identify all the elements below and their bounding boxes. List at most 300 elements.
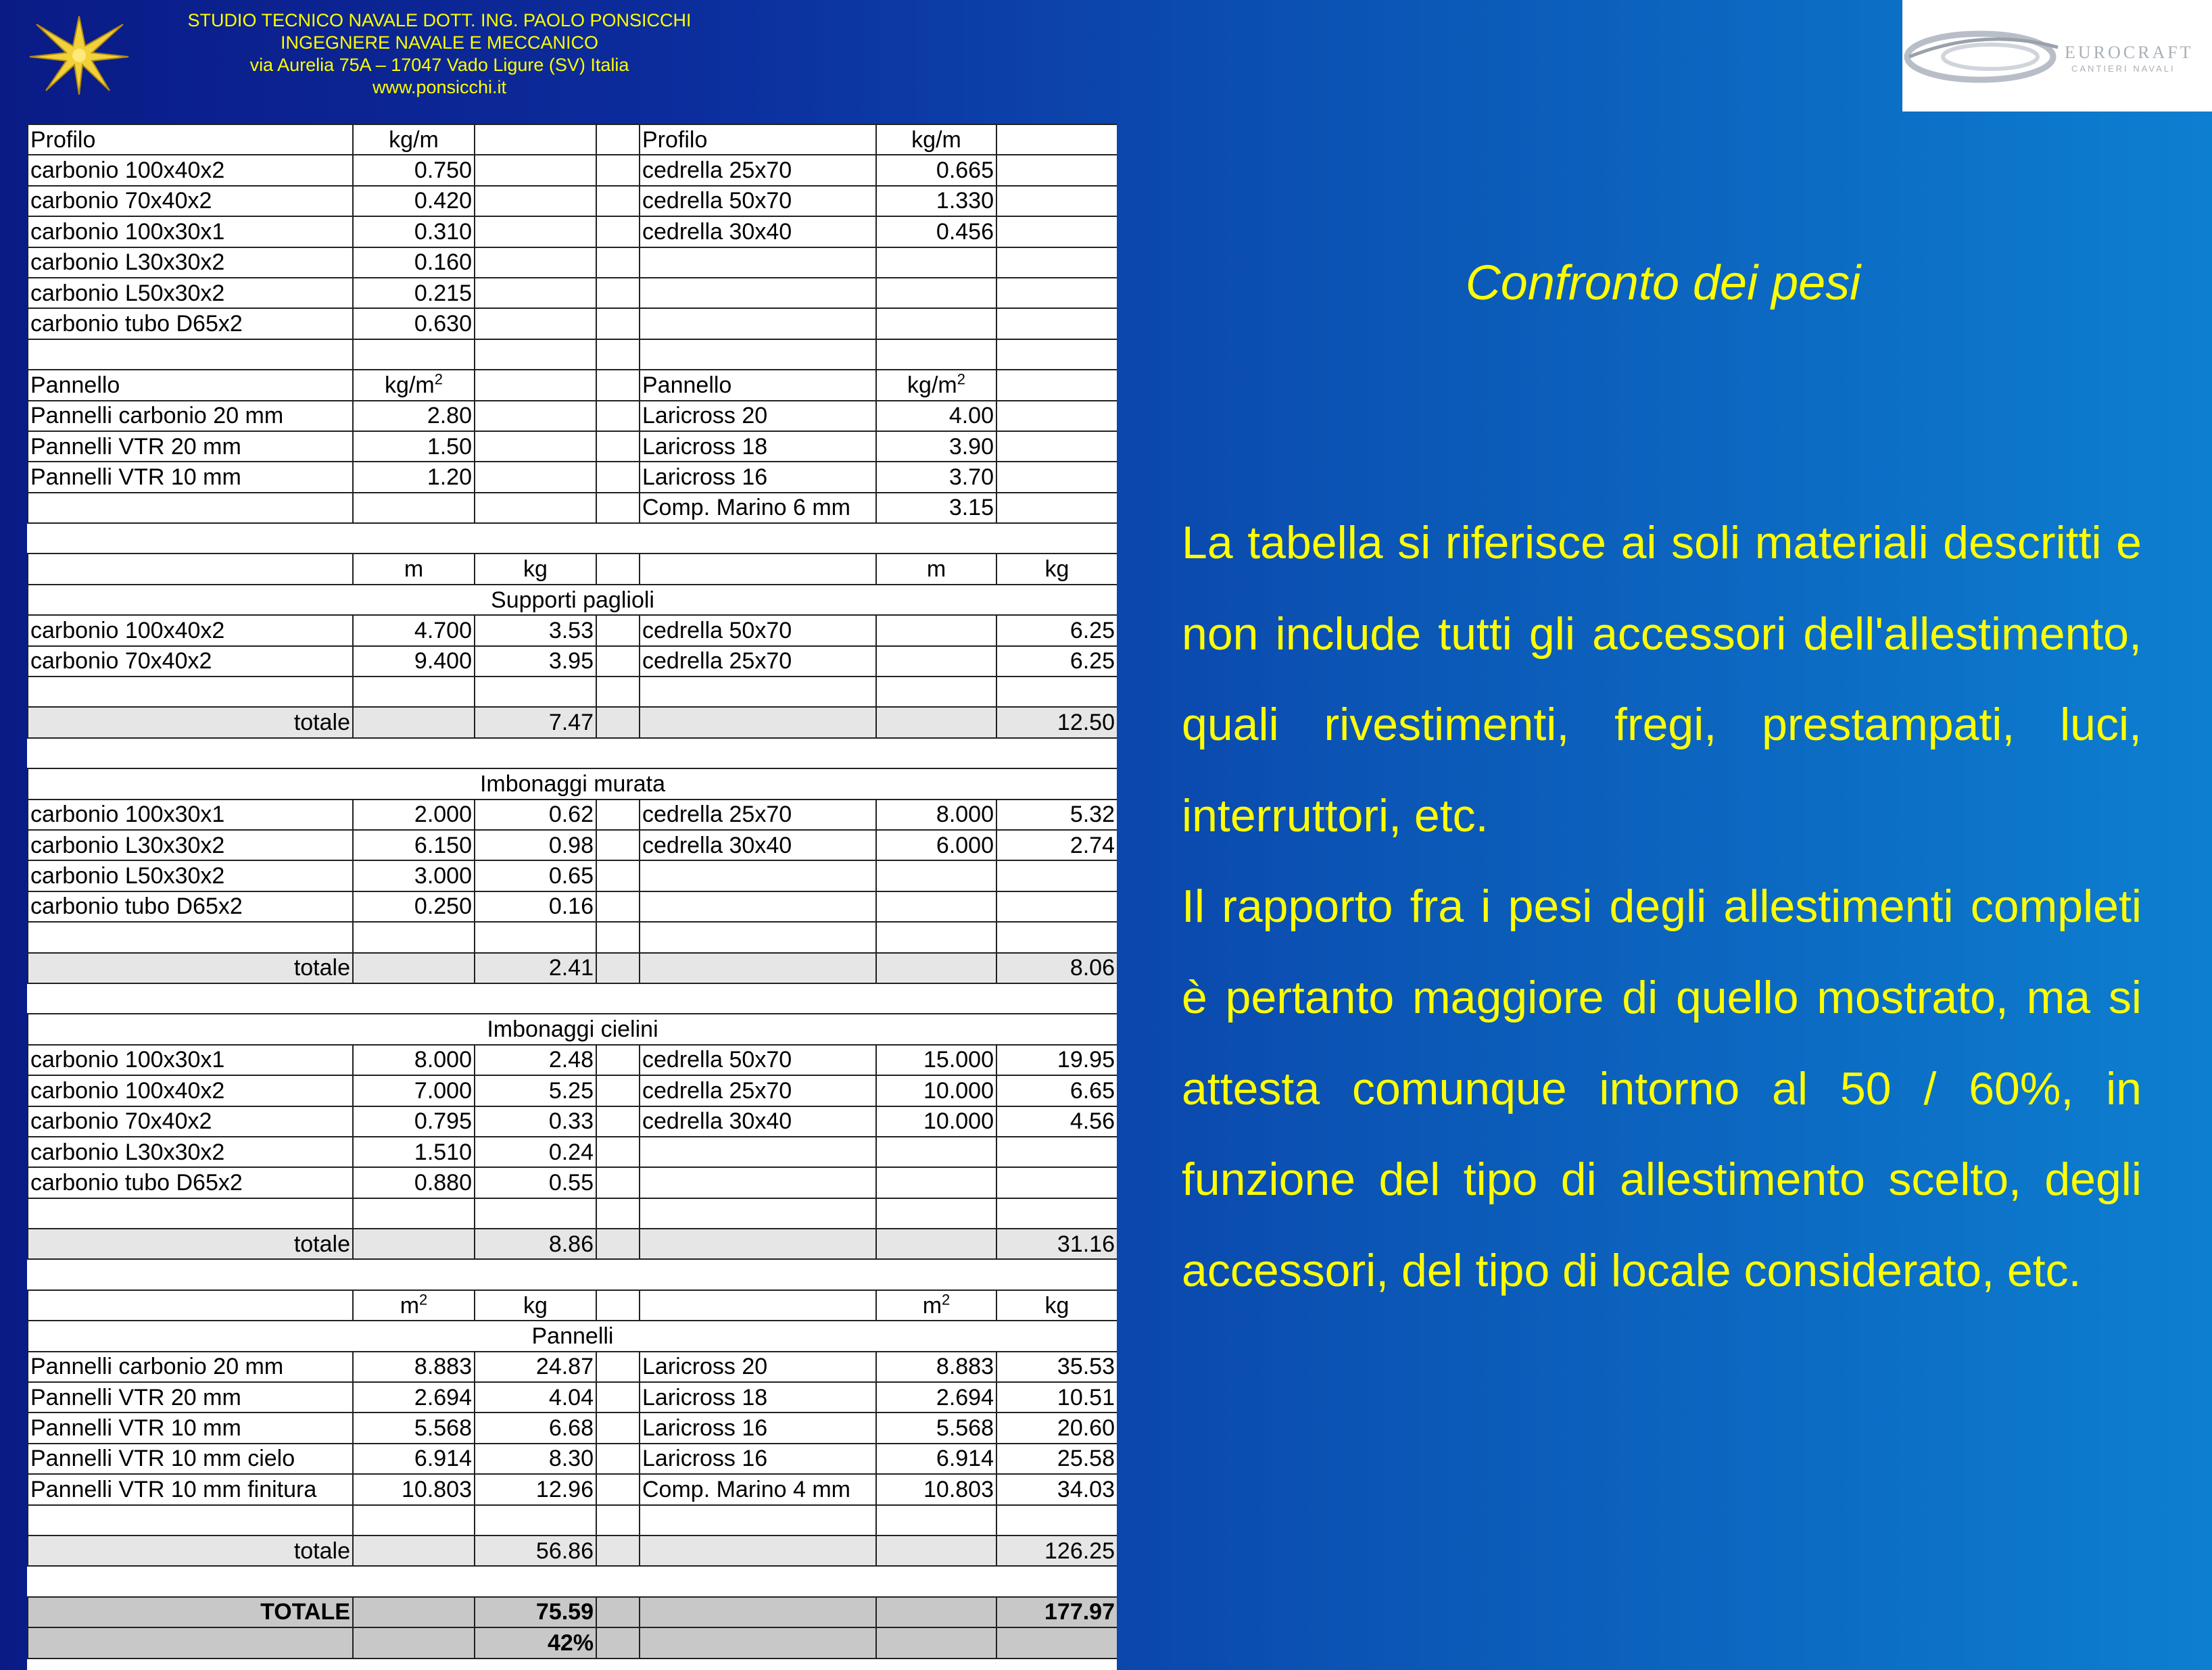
cell-text: m [926, 556, 946, 583]
cell-text: 2.41 [548, 955, 594, 981]
gap-cell [28, 523, 1117, 554]
cell-weight-a [475, 216, 596, 247]
cell-name-b [640, 339, 876, 370]
cell-text: 5.32 [1069, 802, 1115, 828]
cell-value-a [353, 124, 475, 155]
cell-value-a [353, 186, 475, 216]
cell-value-b [876, 247, 996, 278]
cell-weight-a [475, 677, 596, 707]
cell-text: totale [293, 1231, 350, 1257]
table-gap-row [28, 738, 1117, 768]
cell-spacer [596, 1137, 640, 1167]
cell-weight-b [996, 646, 1117, 677]
cell-value-a [353, 922, 475, 952]
cell-text: 5.568 [414, 1415, 472, 1442]
cell-value-a [353, 1137, 475, 1167]
cell-value-b [876, 615, 996, 645]
cell-text: Comp. Marino 4 mm [642, 1476, 850, 1502]
cell-text: cedrella 30x40 [642, 832, 792, 858]
cell-text: 10.000 [923, 1077, 994, 1104]
table-section-header [28, 585, 1117, 615]
cell-name-b [640, 1198, 876, 1229]
cell-text: carbonio 100x40x2 [30, 1077, 225, 1104]
cell-spacer [596, 891, 640, 922]
cell-text: 6.150 [414, 832, 472, 858]
cell-spacer [596, 462, 640, 492]
cell-value-b [876, 431, 996, 462]
cell-text: kg/m [907, 372, 957, 398]
cell-weight-a [475, 247, 596, 278]
cell-value-b [876, 860, 996, 891]
weights-table-panel [27, 124, 1117, 1670]
cell-name-b [640, 707, 876, 737]
cell-text: 42% [547, 1629, 594, 1656]
section-title: Imbonaggi cielini [28, 1014, 1117, 1044]
table-row [28, 1413, 1117, 1443]
cell-text: 15.000 [923, 1047, 994, 1073]
cell-value-b [876, 278, 996, 308]
cell-weight-a [475, 1597, 596, 1627]
cell-weight-a [475, 1106, 596, 1137]
cell-weight-b [996, 247, 1117, 278]
table-row [28, 1106, 1117, 1137]
cell-text: 0.750 [414, 157, 472, 184]
cell-name-a [28, 1474, 353, 1504]
table-row [28, 1382, 1117, 1413]
cell-text: carbonio L30x30x2 [30, 832, 225, 858]
cell-spacer [596, 1413, 640, 1443]
cell-name-b [640, 1536, 876, 1566]
cell-value-a [353, 462, 475, 492]
cell-value-b [876, 308, 996, 339]
table-subtotal-row [28, 1229, 1117, 1259]
cell-text: totale [293, 955, 350, 981]
cell-name-a [28, 1198, 353, 1229]
cell-value-a [353, 860, 475, 891]
cell-spacer [596, 1382, 640, 1413]
cell-weight-b [996, 554, 1117, 584]
cell-text: m [922, 1292, 942, 1319]
cell-weight-a [475, 1444, 596, 1474]
cell-spacer [596, 186, 640, 216]
table-row [28, 186, 1117, 216]
cell-weight-b [996, 186, 1117, 216]
cell-spacer [596, 953, 640, 983]
cell-value-b [876, 646, 996, 677]
table-row [28, 1505, 1117, 1536]
cell-text: 8.000 [936, 802, 994, 828]
cell-value-b [876, 493, 996, 523]
cell-weight-a [475, 891, 596, 922]
cell-spacer [596, 216, 640, 247]
cell-spacer [596, 1444, 640, 1474]
cell-weight-b [996, 1474, 1117, 1504]
cell-text: Laricross 16 [642, 1446, 768, 1472]
cell-name-a [28, 891, 353, 922]
cell-spacer [596, 1597, 640, 1627]
cell-text: 0.55 [548, 1169, 594, 1196]
cell-name-a [28, 124, 353, 155]
cell-name-b [640, 1167, 876, 1198]
cell-text: 8.86 [548, 1231, 594, 1257]
cell-spacer [596, 1352, 640, 1382]
cell-spacer [596, 278, 640, 308]
cell-value-a [353, 247, 475, 278]
table-row [28, 1045, 1117, 1075]
star-center [72, 49, 86, 62]
cell-text: carbonio 100x40x2 [30, 157, 225, 184]
cell-spacer [596, 615, 640, 645]
cell-value-a [353, 1627, 475, 1658]
gap-cell [28, 738, 1117, 768]
cell-text: 3.15 [948, 495, 994, 521]
cell-name-a [28, 247, 353, 278]
cell-text: Pannello [30, 372, 120, 398]
table-row [28, 800, 1117, 830]
cell-text: 56.86 [535, 1538, 594, 1564]
cell-spacer [596, 1198, 640, 1229]
cell-name-a [28, 1505, 353, 1536]
cell-text: 0.880 [414, 1169, 472, 1196]
table-row [28, 1075, 1117, 1106]
cell-weight-a [475, 1536, 596, 1566]
cell-value-a [353, 370, 475, 400]
cell-text: 5.568 [936, 1415, 994, 1442]
cell-weight-a [475, 1352, 596, 1382]
cell-text: 0.420 [414, 188, 472, 214]
eurocraft-logo [1902, 0, 2212, 112]
cell-value-b [876, 1382, 996, 1413]
cell-text: 2.48 [548, 1047, 594, 1073]
cell-name-a [28, 278, 353, 308]
table-row [28, 493, 1117, 523]
paragraph-scope: La tabella si riferisce ai soli materiali descritti e non include tutti gli accessori dell'allestimento, quali rivestimenti, fregi, prestampati, luci, interruttori, etc. [1182, 517, 2142, 841]
cell-text: Pannelli carbonio 20 mm [30, 1354, 284, 1380]
cell-text: cedrella 50x70 [642, 617, 792, 643]
studio-website[interactable]: www.ponsicchi.it [372, 77, 507, 97]
cell-text: 24.87 [535, 1354, 594, 1380]
cell-value-a [353, 677, 475, 707]
cell-weight-a [475, 1229, 596, 1259]
slide-title: Confronto dei pesi [1465, 256, 1861, 310]
cell-value-a [353, 891, 475, 922]
cell-text: Pannelli carbonio 20 mm [30, 403, 284, 429]
cell-weight-b [996, 707, 1117, 737]
cell-value-a [353, 1075, 475, 1106]
cell-name-a [28, 646, 353, 677]
cell-name-b [640, 124, 876, 155]
weights-comparison-table [27, 124, 1117, 1659]
cell-name-b [640, 493, 876, 523]
cell-text: 12.96 [535, 1476, 594, 1502]
cell-spacer [596, 922, 640, 952]
table-row [28, 462, 1117, 492]
table-gap-row [28, 1259, 1117, 1290]
cell-value-a [353, 1536, 475, 1566]
cell-spacer [596, 401, 640, 431]
cell-value-b [876, 401, 996, 431]
cell-text: Profilo [642, 126, 708, 153]
cell-weight-b [996, 830, 1117, 860]
paragraph-ratio: Il rapporto fra i pesi degli allestimenti completi è pertanto maggiore di quello mostrato, ma si attesta comunque intorno al 50 / 60%, in funzione del tipo di allestimento scelto, degli accessori, del tipo di locale considerato, etc. [1182, 881, 2142, 1296]
cell-name-b [640, 800, 876, 830]
cell-name-a [28, 1413, 353, 1443]
cell-name-a [28, 401, 353, 431]
cell-value-b [876, 830, 996, 860]
cell-name-a [28, 554, 353, 584]
cell-value-a [353, 646, 475, 677]
cell-value-b [876, 1106, 996, 1137]
logo-tagline: CANTIERI NAVALI [2071, 64, 2175, 74]
cell-text: kg [1044, 556, 1069, 583]
cell-text: carbonio tubo D65x2 [30, 311, 243, 337]
cell-value-b [876, 1229, 996, 1259]
table-row [28, 247, 1117, 278]
cell-weight-b [996, 1229, 1117, 1259]
table-row [28, 1474, 1117, 1504]
cell-text: cedrella 25x70 [642, 1077, 792, 1104]
cell-weight-a [475, 339, 596, 370]
cell-weight-a [475, 830, 596, 860]
cell-weight-b [996, 1352, 1117, 1382]
cell-text: 0.250 [414, 893, 472, 920]
cell-name-a [28, 860, 353, 891]
cell-text: 0.310 [414, 218, 472, 245]
cell-value-a [353, 554, 475, 584]
cell-text: Pannelli VTR 20 mm [30, 1384, 241, 1410]
cell-name-a [28, 800, 353, 830]
cell-text: 75.59 [535, 1599, 594, 1625]
section-title: Pannelli [28, 1321, 1117, 1351]
studio-subtitle: INGEGNERE NAVALE E MECCANICO [280, 32, 599, 53]
cell-text: 177.97 [1044, 1599, 1115, 1625]
cell-value-b [876, 1505, 996, 1536]
cell-weight-b [996, 339, 1117, 370]
cell-spacer [596, 1536, 640, 1566]
cell-name-a [28, 462, 353, 492]
cell-text: 7.000 [414, 1077, 472, 1104]
cell-weight-a [475, 278, 596, 308]
cell-text: carbonio L50x30x2 [30, 863, 225, 889]
cell-text: kg/m [911, 126, 961, 153]
cell-name-a [28, 1106, 353, 1137]
table-section-header [28, 768, 1117, 799]
cell-weight-a [475, 308, 596, 339]
cell-name-a [28, 1382, 353, 1413]
cell-weight-a [475, 493, 596, 523]
cell-spacer [596, 1075, 640, 1106]
cell-weight-a [475, 462, 596, 492]
cell-name-b [640, 1505, 876, 1536]
cell-value-a [353, 1167, 475, 1198]
cell-weight-b [996, 891, 1117, 922]
cell-value-b [876, 554, 996, 584]
cell-text: 2.000 [414, 802, 472, 828]
cell-name-a [28, 953, 353, 983]
cell-weight-b [996, 462, 1117, 492]
cell-text: 3.90 [948, 433, 994, 460]
cell-spacer [596, 308, 640, 339]
cell-text: Laricross 16 [642, 1415, 768, 1442]
cell-spacer [596, 370, 640, 400]
cell-weight-b [996, 800, 1117, 830]
cell-weight-b [996, 401, 1117, 431]
cell-text: 8.30 [548, 1446, 594, 1472]
cell-text: 0.456 [936, 218, 994, 245]
cell-value-b [876, 1536, 996, 1566]
cell-name-a [28, 922, 353, 952]
cell-spacer [596, 1474, 640, 1504]
cell-name-a [28, 707, 353, 737]
table-row [28, 860, 1117, 891]
cell-weight-b [996, 155, 1117, 185]
cell-value-a [353, 1382, 475, 1413]
table-row [28, 124, 1117, 155]
gap-cell [28, 1566, 1117, 1596]
table-grand-total-row [28, 1597, 1117, 1627]
cell-spacer [596, 707, 640, 737]
cell-weight-b [996, 1382, 1117, 1413]
cell-name-a [28, 1352, 353, 1382]
cell-name-b [640, 308, 876, 339]
cell-name-b [640, 1413, 876, 1443]
cell-weight-b [996, 1198, 1117, 1229]
cell-text: 10.51 [1057, 1384, 1115, 1410]
table-row [28, 554, 1117, 584]
cell-spacer [596, 431, 640, 462]
cell-text: m [404, 556, 424, 583]
table-row [28, 278, 1117, 308]
cell-text: Laricross 20 [642, 403, 768, 429]
cell-spacer [596, 339, 640, 370]
cell-text: carbonio 100x40x2 [30, 617, 225, 643]
table-subtotal-row [28, 1536, 1117, 1566]
cell-text: carbonio L50x30x2 [30, 280, 225, 306]
cell-text: cedrella 50x70 [642, 188, 792, 214]
cell-value-a [353, 1597, 475, 1627]
cell-weight-b [996, 1597, 1117, 1627]
cell-weight-b [996, 431, 1117, 462]
cell-text: 6.914 [936, 1446, 994, 1472]
cell-name-b [640, 891, 876, 922]
cell-name-b [640, 1444, 876, 1474]
cell-weight-b [996, 1045, 1117, 1075]
cell-name-b [640, 431, 876, 462]
cell-text: Pannelli VTR 10 mm [30, 464, 241, 490]
cell-name-b [640, 1474, 876, 1504]
cell-text: 20.60 [1057, 1415, 1115, 1442]
unit-exponent: 2 [434, 370, 443, 388]
cell-weight-a [475, 1505, 596, 1536]
cell-spacer [596, 124, 640, 155]
cell-text: Laricross 18 [642, 1384, 768, 1410]
cell-name-b [640, 401, 876, 431]
cell-name-b [640, 1229, 876, 1259]
cell-name-b [640, 1137, 876, 1167]
cell-text: 3.95 [548, 648, 594, 674]
cell-text: 3.000 [414, 863, 472, 889]
cell-name-b [640, 1352, 876, 1382]
cell-text: 5.25 [548, 1077, 594, 1104]
cell-weight-b [996, 278, 1117, 308]
cell-value-a [353, 401, 475, 431]
cell-weight-a [475, 953, 596, 983]
cell-name-a [28, 1137, 353, 1167]
cell-name-b [640, 1382, 876, 1413]
cell-value-b [876, 1444, 996, 1474]
cell-value-a [353, 1106, 475, 1137]
cell-text: carbonio 100x30x1 [30, 802, 225, 828]
cell-name-b [640, 1045, 876, 1075]
logo-brand: EUROCRAFT [2065, 43, 2194, 62]
cell-text: 10.803 [923, 1476, 994, 1502]
cell-weight-b [996, 370, 1117, 400]
cell-name-b [640, 247, 876, 278]
cell-spacer [596, 830, 640, 860]
table-row [28, 922, 1117, 952]
cell-weight-b [996, 493, 1117, 523]
cell-weight-a [475, 707, 596, 737]
cell-text: Laricross 16 [642, 464, 768, 490]
cell-name-a [28, 615, 353, 645]
cell-text: 6.25 [1069, 648, 1115, 674]
cell-text: 0.98 [548, 832, 594, 858]
table-row [28, 401, 1117, 431]
cell-spacer [596, 1229, 640, 1259]
table-grand-total-row [28, 1627, 1117, 1658]
cell-name-a [28, 493, 353, 523]
cell-text: 1.50 [427, 433, 472, 460]
cell-spacer [596, 493, 640, 523]
table-gap-row [28, 523, 1117, 554]
cell-spacer [596, 1290, 640, 1321]
cell-text: 12.50 [1057, 710, 1115, 736]
cell-value-a [353, 493, 475, 523]
cell-name-a [28, 186, 353, 216]
cell-text: 10.000 [923, 1108, 994, 1135]
cell-name-a [28, 1290, 353, 1321]
studio-address: via Aurelia 75A – 17047 Vado Ligure (SV) Italia [249, 55, 629, 75]
cell-text: 19.95 [1057, 1047, 1115, 1073]
table-row [28, 1137, 1117, 1167]
cell-text: Pannelli VTR 10 mm finitura [30, 1476, 317, 1502]
cell-spacer [596, 646, 640, 677]
cell-name-b [640, 1290, 876, 1321]
cell-weight-a [475, 401, 596, 431]
table-row [28, 646, 1117, 677]
cell-weight-a [475, 124, 596, 155]
cell-text: 25.58 [1057, 1446, 1115, 1472]
cell-value-b [876, 370, 996, 400]
cell-text: 8.000 [414, 1047, 472, 1073]
cell-weight-a [475, 1474, 596, 1504]
cell-weight-b [996, 677, 1117, 707]
cell-name-b [640, 186, 876, 216]
cell-value-a [353, 1198, 475, 1229]
studio-name: STUDIO TECNICO NAVALE DOTT. ING. PAOLO PONSICCHI [187, 10, 692, 30]
gap-cell [28, 1259, 1117, 1290]
cell-spacer [596, 554, 640, 584]
cell-text: 2.694 [414, 1384, 472, 1410]
cell-text: carbonio 70x40x2 [30, 648, 212, 674]
cell-text: 31.16 [1057, 1231, 1115, 1257]
cell-text: carbonio 70x40x2 [30, 1108, 212, 1135]
table-row [28, 1167, 1117, 1198]
cell-value-a [353, 830, 475, 860]
cell-text: 4.56 [1069, 1108, 1115, 1135]
cell-value-a [353, 1352, 475, 1382]
section-title: Imbonaggi murata [28, 768, 1117, 799]
